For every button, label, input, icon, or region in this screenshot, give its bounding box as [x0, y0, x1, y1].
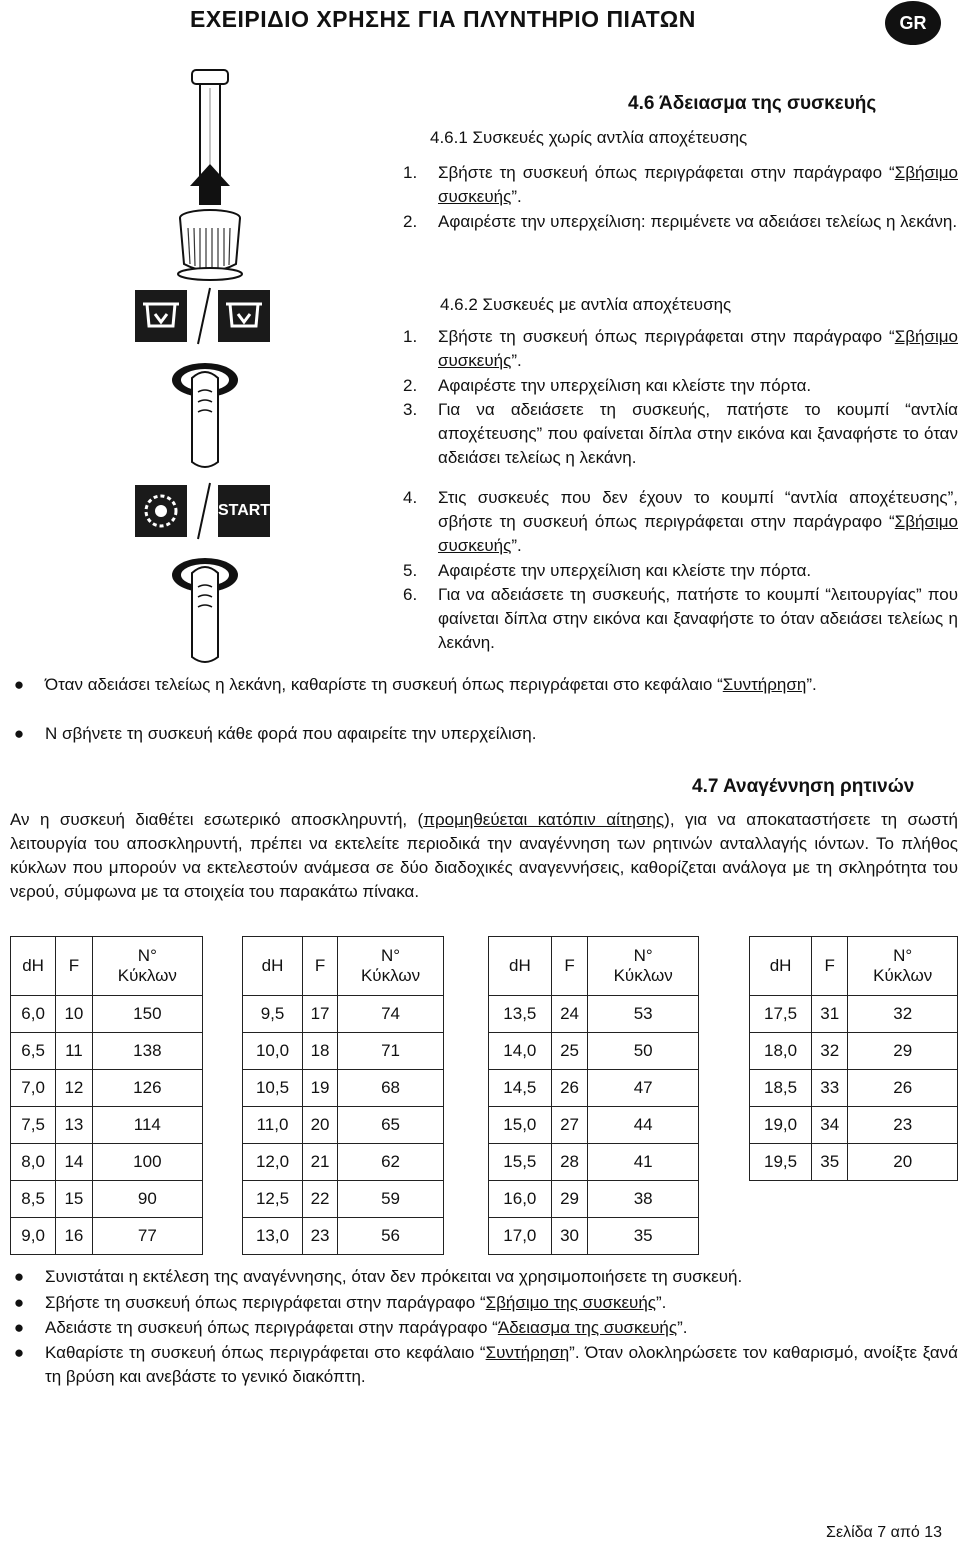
cell-f: 34: [812, 1107, 848, 1144]
step-number: 2.: [403, 376, 418, 395]
table-row: [11, 1181, 203, 1218]
cell-f: 15: [56, 1181, 93, 1218]
step-text: Σβήστε τη συσκευή όπως περιγράφεται στην παράγραφο: [438, 327, 883, 346]
step-number: 5.: [403, 561, 418, 580]
cell-f: 35: [812, 1144, 848, 1181]
cell-f: 30: [551, 1218, 588, 1255]
cell-cycles: 90: [92, 1181, 202, 1218]
table-row: [243, 1070, 444, 1107]
step-text: Για να αδειάσετε τη συσκευής, πατήστε το κουμπί “αντλία αποχέτευσης” που φαίνεται δίπλα στην εικόνα και ξαναφήστε το όταν αδειάσει τελείως η λεκάνη.: [438, 400, 958, 467]
header-cycles-label: Κύκλων: [360, 966, 421, 985]
link-on-request[interactable]: προμηθεύεται κατόπιν αίτησης: [423, 810, 665, 829]
table-row: [11, 1070, 203, 1107]
cell-cycles: 74: [338, 996, 444, 1033]
cell-dh: 17,0: [489, 1218, 552, 1255]
document-title: ΕΧΕΙΡΙΔΙΟ ΧΡΗΣΗΣ ΓΙΑ ΠΛΥΝΤΗΡΙΟ ΠΙΑΤΩΝ: [190, 6, 696, 32]
drain-pump-icon: [135, 290, 187, 342]
cell-cycles: 53: [588, 996, 699, 1033]
table-row: [11, 1107, 203, 1144]
header-cycles-label: Κύκλων: [117, 966, 177, 985]
cell-cycles: 71: [338, 1033, 444, 1070]
header-n-label: N°: [137, 946, 157, 965]
cell-f: 28: [551, 1144, 588, 1181]
cell-cycles: 29: [848, 1033, 958, 1070]
cell-dh: 19,0: [750, 1107, 812, 1144]
cell-cycles: 38: [588, 1181, 699, 1218]
cell-dh: 18,5: [750, 1070, 812, 1107]
table-row: [750, 1107, 958, 1144]
header-f: F: [56, 937, 93, 996]
step-text: Αφαιρέστε την υπερχείλιση: περιμένετε να αδειάσει τελείως η λεκάνη.: [438, 212, 958, 231]
cell-cycles: 68: [338, 1070, 444, 1107]
table-row: [750, 1033, 958, 1070]
section-4-6-1-title: 4.6.1 Συσκευές χωρίς αντλία αποχέτευσης: [430, 128, 748, 147]
cell-cycles: 77: [92, 1218, 202, 1255]
finger-press-icon-2: [170, 557, 240, 669]
step-text: Αφαιρέστε την υπερχείλιση και κλείστε την πόρτα.: [438, 561, 812, 580]
table-row: [489, 1033, 699, 1070]
note-bullet-2: [10, 722, 958, 746]
regen-bullet-2: ● Σβήστε τη συσκευή όπως περιγράφεται στην παράγραφο “Σβήσιμο της συσκευής”.: [10, 1291, 958, 1315]
cell-f: 10: [56, 996, 93, 1033]
header-cycles: [92, 937, 202, 996]
start-label: START: [217, 502, 271, 519]
header-n-label: N°: [381, 946, 401, 965]
cell-f: 24: [551, 996, 588, 1033]
table-row: [489, 1070, 699, 1107]
header-f: F: [812, 937, 848, 996]
step-2-2: [403, 374, 958, 398]
header-dh: dH: [750, 937, 812, 996]
cell-dh: 10,5: [243, 1070, 303, 1107]
cell-dh: 13,5: [489, 996, 552, 1033]
cell-f: 20: [303, 1107, 338, 1144]
step-2-4: 4. Στις συσκευές που δεν έχουν το κουμπί “αντλία αποχέτευσης”, σβήστε τη συσκευή όπως περιγράφεται στην παράγραφο “Σβήσιμο συσκευής”.: [403, 488, 958, 555]
header-dh: dH: [243, 937, 303, 996]
table-row: [243, 1218, 444, 1255]
bullet-icon: ●: [13, 1267, 25, 1286]
finger-press-icon: [170, 362, 240, 474]
note-text: Ν σβήνετε τη συσκευή κάθε φορά που αφαιρείτε την υπερχείλιση.: [45, 724, 537, 743]
cell-cycles: 20: [848, 1144, 958, 1181]
cell-cycles: 47: [588, 1070, 699, 1107]
table-row: [489, 1181, 699, 1218]
cell-dh: 16,0: [489, 1181, 552, 1218]
header-f: F: [551, 937, 588, 996]
note-text: Όταν αδειάσει τελείως η λεκάνη, καθαρίστε τη συσκευή όπως περιγράφεται στο κεφάλαιο: [45, 675, 713, 694]
step-text: Αφαιρέστε την υπερχείλιση και κλείστε την πόρτα.: [438, 376, 812, 395]
language-badge: GR: [885, 1, 941, 45]
start-button-icon: [218, 485, 270, 537]
cell-dh: 7,5: [11, 1107, 56, 1144]
cell-cycles: 50: [588, 1033, 699, 1070]
table-row: [11, 996, 203, 1033]
step-2-5: [403, 559, 958, 583]
header-cycles: [588, 937, 699, 996]
header-cycles-label: Κύκλων: [613, 966, 673, 985]
regen-bullet-4: ● Καθαρίστε τη συσκευή όπως περιγράφεται στο κεφάλαιο “Συντήρηση”. Όταν ολοκληρώσετε τον καθαρισμό, ανοίξτε ξανά τη βρύση και ανεβάστε το γενικό διακόπτη.: [10, 1341, 958, 1389]
step-text: Για να αδειάσετε τη συσκευής, πατήστε το κουμπί “λειτουργίας” που φαίνεται δίπλα στην εικόνα και ξαναφήστε το όταν αδειάσει τελείως η λεκάνη.: [438, 585, 958, 652]
cell-dh: 8,5: [11, 1181, 56, 1218]
cell-cycles: 23: [848, 1107, 958, 1144]
cell-cycles: 138: [92, 1033, 202, 1070]
step-2-6: [403, 583, 958, 655]
regen-text: Αδειάστε τη συσκευή όπως περιγράφεται στην παράγραφο: [45, 1318, 488, 1337]
cell-f: 11: [56, 1033, 93, 1070]
table-row: [750, 1070, 958, 1107]
cell-dh: 8,0: [11, 1144, 56, 1181]
cell-cycles: 59: [338, 1181, 444, 1218]
header-n-label: N°: [893, 946, 913, 965]
step-number: 2.: [403, 212, 418, 231]
regen-bullet-1: [10, 1265, 958, 1289]
table-row: [489, 1218, 699, 1255]
cell-f: 12: [56, 1070, 93, 1107]
cell-f: 27: [551, 1107, 588, 1144]
bullet-icon: ●: [13, 675, 25, 694]
page-number: Σελίδα 7 από 13: [826, 1524, 942, 1541]
cell-f: 13: [56, 1107, 93, 1144]
slash-divider: [196, 286, 212, 346]
intro-text-a: Αν η συσκευή διαθέτει εσωτερικό αποσκληρυντή, (: [10, 810, 424, 829]
table-row: [243, 1181, 444, 1218]
table-row: [750, 996, 958, 1033]
cell-cycles: 65: [338, 1107, 444, 1144]
regen-text: Καθαρίστε τη συσκευή όπως περιγράφεται στο κεφάλαιο: [45, 1343, 475, 1362]
cell-dh: 7,0: [11, 1070, 56, 1107]
cell-dh: 19,5: [750, 1144, 812, 1181]
section-4-7-title: 4.7 Αναγέννηση ρητινών: [692, 776, 915, 797]
step-number: 6.: [403, 585, 418, 604]
step-number: 1.: [403, 327, 418, 346]
header-dh: dH: [489, 937, 552, 996]
table-row: [489, 996, 699, 1033]
link-maintenance-2[interactable]: Συντήρηση: [485, 1343, 570, 1362]
hardness-table-4: [749, 936, 958, 1181]
regen-tail: Όταν ολοκληρώσετε τον καθαρισμό, ανοίξτε ξανά τη βρύση και ανεβάστε το γενικό διακόπτη.: [45, 1343, 959, 1386]
header-f: F: [303, 937, 338, 996]
cell-f: 16: [56, 1218, 93, 1255]
hardness-table-1: [10, 936, 203, 1255]
table-header-row: [489, 937, 699, 996]
link-emptying[interactable]: Άδειασμα της συσκευής: [497, 1318, 678, 1337]
regen-bullet-3: ● Αδειάστε τη συσκευή όπως περιγράφεται στην παράγραφο “Άδειασμα της συσκευής”.: [10, 1316, 958, 1340]
section-4-6-title: 4.6 Άδειασμα της συσκευής: [628, 93, 877, 114]
cell-f: 22: [303, 1181, 338, 1218]
table-row: [243, 1144, 444, 1181]
cell-f: 19: [303, 1070, 338, 1107]
hardness-table-3: [488, 936, 699, 1255]
cell-dh: 6,0: [11, 996, 56, 1033]
table-row: [243, 1033, 444, 1070]
cell-dh: 10,0: [243, 1033, 303, 1070]
cell-dh: 15,0: [489, 1107, 552, 1144]
section-4-6-2-title: 4.6.2 Συσκευές με αντλία αποχέτευσης: [440, 295, 732, 314]
link-switch-off[interactable]: Σβήσιμο συσκευής: [438, 327, 958, 370]
cell-dh: 6,5: [11, 1033, 56, 1070]
cell-cycles: 32: [848, 996, 958, 1033]
table-row: [243, 1107, 444, 1144]
cell-dh: 15,5: [489, 1144, 552, 1181]
cell-cycles: 56: [338, 1218, 444, 1255]
link-switch-off[interactable]: Σβήσιμο συσκευής: [438, 163, 958, 206]
table-row: [489, 1144, 699, 1181]
cell-f: 32: [812, 1033, 848, 1070]
step-number: 4.: [403, 488, 418, 507]
cell-f: 31: [812, 996, 848, 1033]
table-header-row: [750, 937, 958, 996]
cell-dh: 17,5: [750, 996, 812, 1033]
link-maintenance[interactable]: Συντήρηση: [722, 675, 807, 694]
bullet-icon: ●: [13, 1318, 25, 1337]
cell-dh: 18,0: [750, 1033, 812, 1070]
step-number: 3.: [403, 400, 418, 419]
cell-f: 14: [56, 1144, 93, 1181]
table-row: [11, 1218, 203, 1255]
link-switch-off-appliance[interactable]: Σβήσιμο της συσκευής: [485, 1293, 656, 1312]
note-bullet-1: ● Όταν αδειάσει τελείως η λεκάνη, καθαρίστε τη συσκευή όπως περιγράφεται στο κεφάλαιο “Συντήρηση”.: [10, 673, 958, 697]
step-1-2: [403, 210, 958, 234]
bullet-icon: ●: [13, 724, 25, 743]
cell-cycles: 35: [588, 1218, 699, 1255]
step-2-3: [403, 398, 958, 470]
cell-f: 29: [551, 1181, 588, 1218]
regen-text: Συνιστάται η εκτέλεση της αναγέννησης, όταν δεν πρόκειται να χρησιμοποιήσετε τη συσκευή.: [45, 1267, 743, 1286]
cell-cycles: 44: [588, 1107, 699, 1144]
cell-cycles: 41: [588, 1144, 699, 1181]
cell-f: 21: [303, 1144, 338, 1181]
cell-cycles: 126: [92, 1070, 202, 1107]
cell-dh: 14,5: [489, 1070, 552, 1107]
section-4-7-intro: [10, 808, 958, 904]
slash-divider-2: [196, 481, 212, 541]
step-1-1: 1. Σβήστε τη συσκευή όπως περιγράφεται στην παράγραφο “Σβήσιμο συσκευής”.: [403, 163, 958, 206]
bullet-icon: ●: [13, 1343, 25, 1362]
cell-cycles: 150: [92, 996, 202, 1033]
table-row: [489, 1107, 699, 1144]
overflow-pipe-illustration: [170, 68, 250, 283]
bullet-icon: ●: [13, 1293, 25, 1312]
cell-cycles: 114: [92, 1107, 202, 1144]
step-number: 1.: [403, 163, 418, 182]
table-header-row: [11, 937, 203, 996]
header-cycles: [338, 937, 444, 996]
cell-dh: 11,0: [243, 1107, 303, 1144]
intro-text-b: ), για να αποκαταστήσετε τη σωστή λειτουργία του αποσκληρυντή, πρέπει να εκτελείτε περιοδικά την αναγέννηση των ρητινών ανταλλαγής ιόντων. Το πλήθος κύκλων που μπορούν να εκτελεστούν ανάμεσα σε δύο διαδοχικές αναγεννήσεις, καθορίζεται ανάλογα με τη σκληρότητα του νερού, σύμφωνα με τα στοιχεία του παρακάτω πίνακα.: [10, 810, 958, 901]
cell-f: 26: [551, 1070, 588, 1107]
cell-dh: 13,0: [243, 1218, 303, 1255]
step-text: Σβήστε τη συσκευή όπως περιγράφεται στην παράγραφο: [438, 163, 883, 182]
cell-f: 18: [303, 1033, 338, 1070]
table-row: [11, 1144, 203, 1181]
cell-dh: 12,5: [243, 1181, 303, 1218]
cell-cycles: 26: [848, 1070, 958, 1107]
cell-f: 33: [812, 1070, 848, 1107]
step-text: Στις συσκευές που δεν έχουν το κουμπί “αντλία αποχέτευσης”, σβήστε τη συσκευή όπως περιγράφεται στην παράγραφο: [438, 488, 958, 531]
step-2-1: 1. Σβήστε τη συσκευή όπως περιγράφεται στην παράγραφο “Σβήσιμο συσκευής”.: [403, 327, 958, 370]
cell-dh: 12,0: [243, 1144, 303, 1181]
table-row: [243, 996, 444, 1033]
header-dh: dH: [11, 937, 56, 996]
program-dial-icon: [135, 485, 187, 537]
header-cycles: [848, 937, 958, 996]
table-row: [11, 1033, 203, 1070]
cell-cycles: 62: [338, 1144, 444, 1181]
link-switch-off[interactable]: Σβήσιμο συσκευής: [438, 512, 958, 555]
regen-text: Σβήστε τη συσκευή όπως περιγράφεται στην παράγραφο: [45, 1293, 476, 1312]
table-row: [750, 1144, 958, 1181]
table-header-row: [243, 937, 444, 996]
cell-f: 23: [303, 1218, 338, 1255]
cell-cycles: 100: [92, 1144, 202, 1181]
cell-dh: 9,5: [243, 996, 303, 1033]
cell-dh: 14,0: [489, 1033, 552, 1070]
hardness-table-2: [242, 936, 444, 1255]
cell-dh: 9,0: [11, 1218, 56, 1255]
header-cycles-label: Κύκλων: [873, 966, 933, 985]
cell-f: 17: [303, 996, 338, 1033]
drain-pump-alt-icon: [218, 290, 270, 342]
header-n-label: N°: [633, 946, 653, 965]
cell-f: 25: [551, 1033, 588, 1070]
